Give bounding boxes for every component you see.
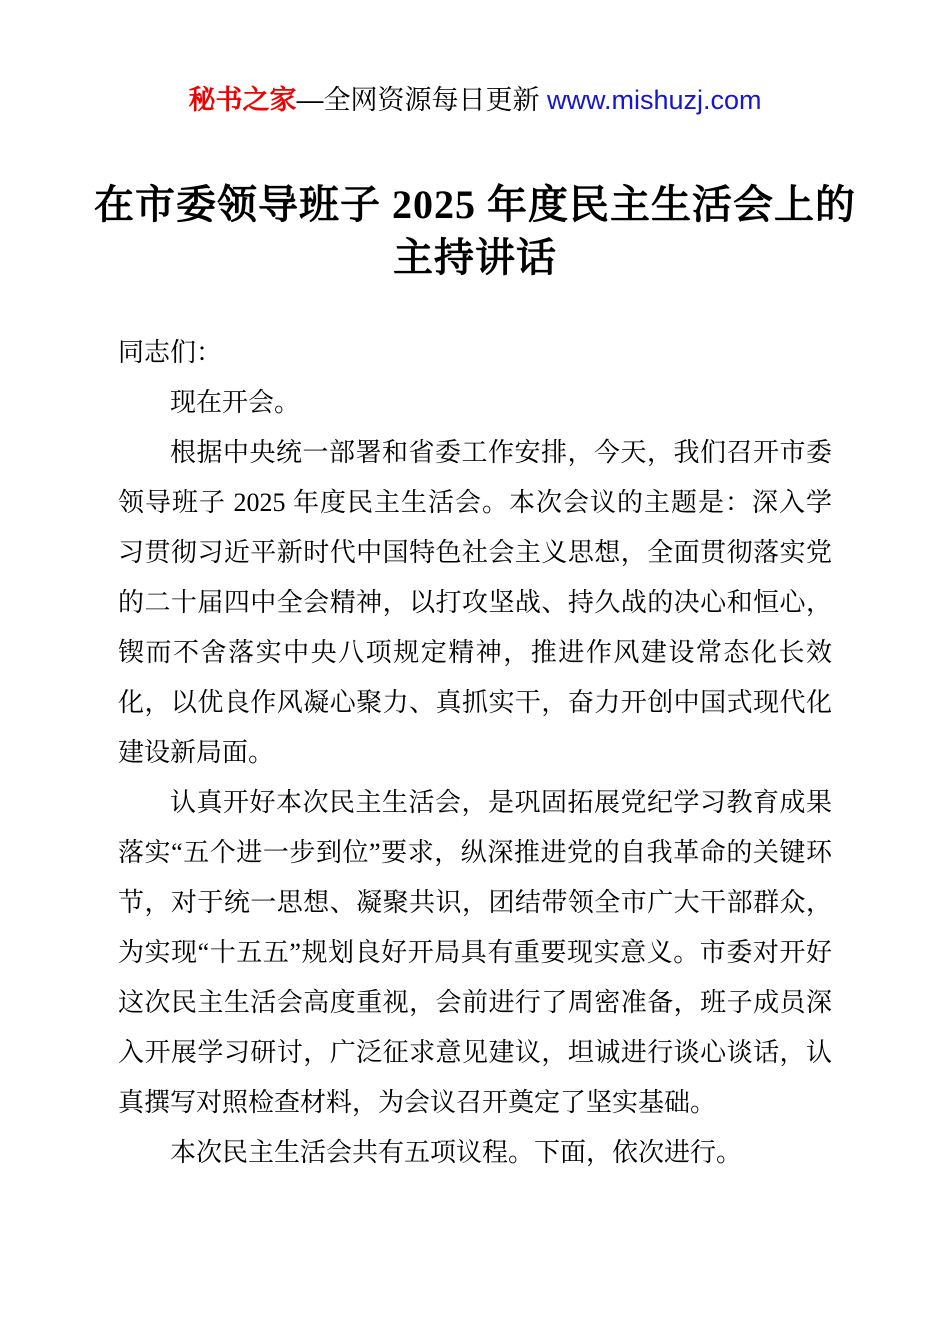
paragraph: 现在开会。 [170, 388, 301, 417]
paragraph: 本次民主生活会共有五项议程。下面，依次进行。 [170, 1138, 743, 1167]
paragraph: 认真开好本次民主生活会，是巩固拓展党纪学习教育成果落实“五个进一步到位”要求，纵深推进党的自我革命的关键环节，对于统一思想、凝聚共识，团结带领全市广大干部群众，为实现“十五五”规划良好开局具有重要现实意义。市委对开好这次民主生活会高度重视，会前进行了周密准备，班子成员深入开展学习研讨，广泛征求意见建议，坦诚进行谈心谈话，认真撰写对照检查材料，为会议召开奠定了坚实基础。 [118, 788, 832, 1117]
document-title [0, 178, 950, 284]
site-tagline: —全网资源每日更新 [296, 85, 547, 115]
site-url: www.mishuzj.com [546, 85, 762, 115]
salutation: 同志们： [118, 338, 223, 367]
document-title-line2: 主持讲话 [393, 235, 557, 280]
document-title-line1: 在市委领导班子 2025 年度民主生活会上的 [94, 182, 856, 227]
site-banner [0, 0, 950, 118]
document-body [118, 328, 832, 1178]
paragraph: 根据中央统一部署和省委工作安排，今天，我们召开市委领导班子 2025 年度民主生活会。本次会议的主题是：深入学习贯彻习近平新时代中国特色社会主义思想，全面贯彻落实党的二十届四中全会精神，以打攻坚战、持久战的决心和恒心，锲而不舍落实中央八项规定精神，推进作风建设常态化长效化，以优良作风凝心聚力、真抓实干，奋力开创中国式现代化建设新局面。 [118, 438, 832, 767]
site-name: 秘书之家 [188, 85, 297, 115]
